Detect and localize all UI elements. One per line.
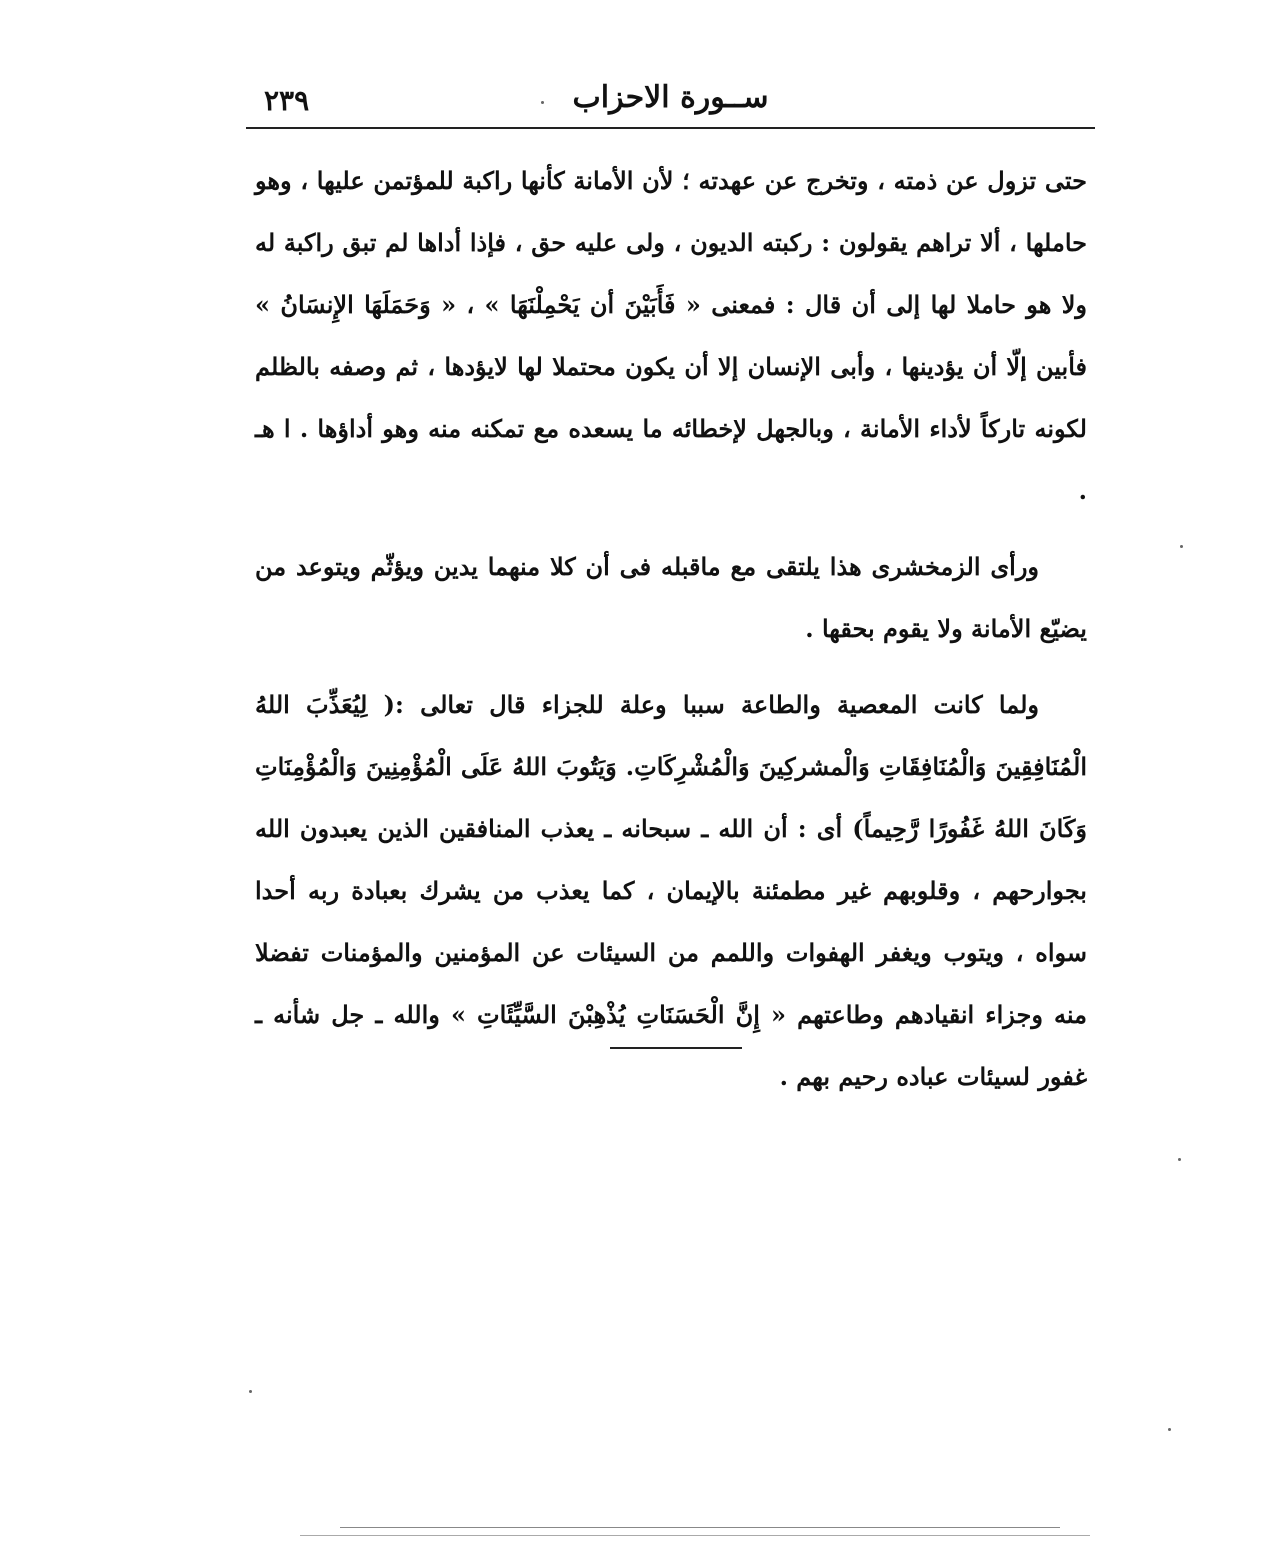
paragraph-3: ولما كانت المعصية والطاعة سببا وعلة للجزاء قال تعالى :( لِيُعَذِّبَ اللهُ الْمُنَافِقِينَ وَالْمُنَافِقَاتِ وَالْمشركِينَ وَالْمُشْرِكَاتِ. وَيَتُوبَ اللهُ عَلَى الْمُؤْمِنِينَ وَالْمُؤْمِنَاتِ وَكَانَ اللهُ غَفُورًا رَّحِيماً) أى : أن الله ـ سبحانه ـ يعذب المنافقين الذين يعبدون الله بجوارحهم ، وقلوبهم غير مطمئنة بالإيمان ، كما يعذب من يشرك بعبادة ربه أحدا سواه ، ويتوب ويغفر الهفوات واللمم من السيئات عن المؤمنين والمؤمنات تفضلا منه وجزاء انقيادهم وطاعتهم « إِنَّ الْحَسَنَاتِ يُذْهِبْنَ السَّيِّئَاتِ » والله ـ جل شأنه ـ غفور لسيئات عباده رحيم بهم . — [255, 690, 1087, 1091]
page-header — [246, 80, 1095, 128]
running-title: ســورة الاحزاب — [572, 80, 769, 115]
scan-speck — [249, 1390, 252, 1393]
section-end-rule — [610, 1047, 742, 1049]
paragraph-1: حتى تزول عن ذمته ، وتخرج عن عهدته ؛ لأن الأمانة كأنها راكبة للمؤتمن عليها ، وهو حاملها ، ألا تراهم يقولون : ركبته الديون ، ولى عليه حق ، فإذا أداها لم تبق راكبة له ولا هو حاملا لها إلى أن قال : فمعنى « فَأَبَيْنَ أن يَحْمِلْنَهَا » ، « وَحَمَلَهَا الإِنسَانُ » فأبين إلّا أن يؤدينها ، وأبى الإنسان إلا أن يكون محتملا لها لايؤدها ، ثم وصفه بالظلم لكونه تاركاً لأداء الأمانة ، وبالجهل لإخطائه ما يسعده مع تمكنه منه وهو أداؤها . ا هـ . — [255, 166, 1087, 505]
paragraph-2: ورأى الزمخشرى هذا يلتقى مع ماقبله فى أن كلا منهما يدين ويؤثّم ويتوعد من يضيّع الأمانة ولا يقوم بحقها . — [255, 552, 1087, 643]
scan-speck — [1180, 545, 1183, 548]
page-number: ٢٣٩ — [264, 84, 310, 117]
scan-speck — [1168, 1428, 1171, 1431]
scan-speck — [1178, 1158, 1181, 1161]
scan-edge-line-lower — [300, 1535, 1090, 1536]
header-rule — [246, 127, 1095, 129]
body-text — [255, 150, 1087, 1108]
scan-speck — [541, 101, 544, 104]
scan-edge-line — [340, 1527, 1060, 1528]
